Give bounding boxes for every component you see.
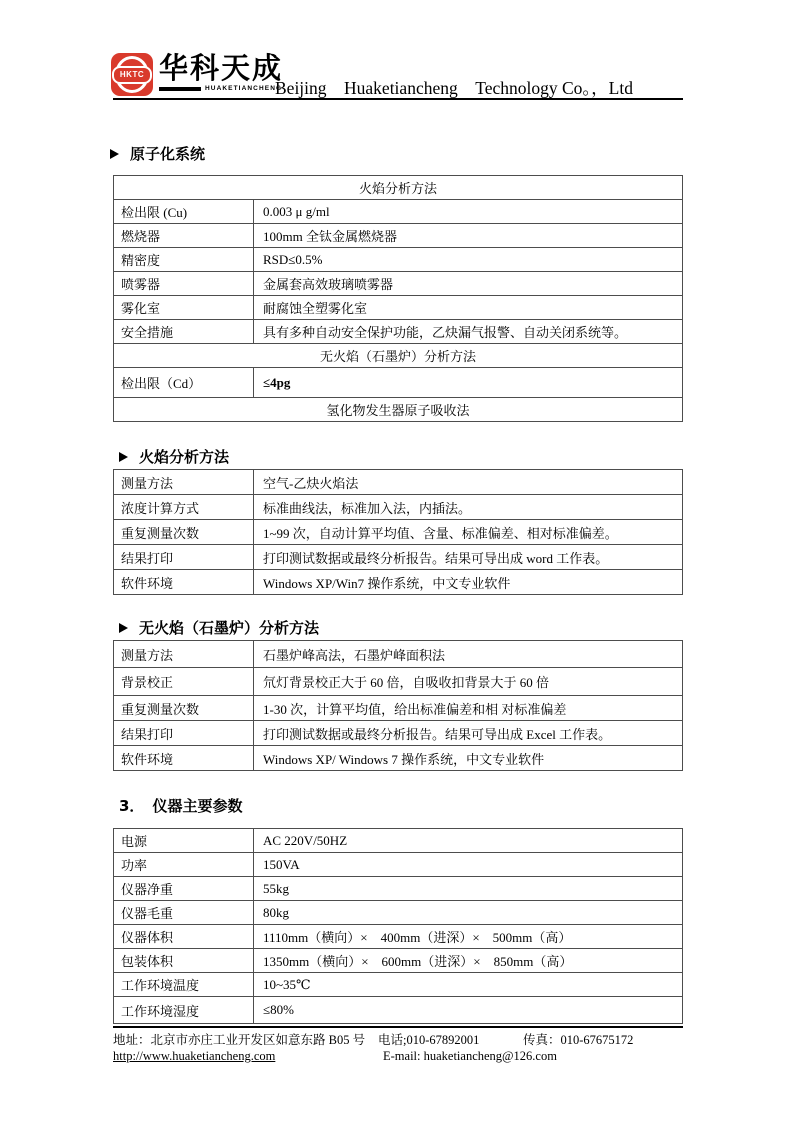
brand-name-cn: 华科天成 <box>159 51 284 85</box>
table-row <box>114 973 683 997</box>
table-row <box>114 248 683 272</box>
param-value: 氘灯背景校正大于 60 倍，自吸收扣背景大于 60 倍 <box>254 668 683 696</box>
param-label: 背景校正 <box>114 668 254 696</box>
param-value: ≤4pg <box>254 368 683 398</box>
brand-bar <box>159 87 201 91</box>
table-row <box>114 997 683 1024</box>
param-label: 工作环境湿度 <box>114 997 254 1024</box>
table-row <box>114 368 683 398</box>
param-label: 软件环境 <box>114 746 254 771</box>
param-label: 燃烧器 <box>114 224 254 248</box>
footer-phone: 电话;010-67892001 <box>378 1033 480 1047</box>
param-label: 重复测量次数 <box>114 520 254 545</box>
param-value: 标准曲线法，标准加入法，内插法。 <box>254 495 683 520</box>
graphite-furnace-table <box>113 640 683 771</box>
table-row <box>114 296 683 320</box>
param-label: 浓度计算方式 <box>114 495 254 520</box>
param-label: 仪器体积 <box>114 925 254 949</box>
page-footer <box>113 1026 683 1064</box>
table-row <box>114 224 683 248</box>
param-label: 测量方法 <box>114 470 254 495</box>
param-label: 喷雾器 <box>114 272 254 296</box>
param-value: 55kg <box>254 877 683 901</box>
table-row <box>114 344 683 368</box>
section-title: 原子化系统 <box>130 145 206 163</box>
table-row <box>114 925 683 949</box>
param-label: 电源 <box>114 829 254 853</box>
company-header <box>113 53 683 100</box>
param-value: 1~99 次，自动计算平均值、含量、标准偏差、相对标准偏差。 <box>254 520 683 545</box>
param-value: 0.003 μ g/ml <box>254 200 683 224</box>
table-row <box>114 520 683 545</box>
footer-fax: 传真：010-67675172 <box>523 1033 634 1047</box>
param-value: 空气-乙炔火焰法 <box>254 470 683 495</box>
table-section-span: 无火焰（石墨炉）分析方法 <box>114 344 683 368</box>
param-value: 打印测试数据或最终分析报告。结果可导出成 Excel 工作表。 <box>254 721 683 746</box>
table-row <box>114 829 683 853</box>
company-name-en: Beijing Huaketiancheng Technology Co。，Ltd <box>275 78 633 98</box>
table-row <box>114 668 683 696</box>
param-label: 工作环境温度 <box>114 973 254 997</box>
table-row <box>114 901 683 925</box>
param-value: 1350mm（横向）× 600mm（进深）× 850mm（高） <box>254 949 683 973</box>
param-label: 检出限 (Cu) <box>114 200 254 224</box>
table-row <box>114 320 683 344</box>
table-row <box>114 721 683 746</box>
table-row <box>114 398 683 422</box>
param-value: 1110mm（横向）× 400mm（进深）× 500mm（高） <box>254 925 683 949</box>
table-section-span: 氢化物发生器原子吸收法 <box>114 398 683 422</box>
param-value: 打印测试数据或最终分析报告。结果可导出成 word 工作表。 <box>254 545 683 570</box>
param-value: RSD≤0.5% <box>254 248 683 272</box>
table-row <box>114 877 683 901</box>
footer-line-1 <box>113 1032 683 1048</box>
section-title: 火焰分析方法 <box>139 448 230 466</box>
param-value: 10~35℃ <box>254 973 683 997</box>
table-row <box>114 696 683 721</box>
param-value: 150VA <box>254 853 683 877</box>
param-value: 石墨炉峰高法，石墨炉峰面积法 <box>254 641 683 668</box>
brand-block <box>159 53 283 92</box>
table-row <box>114 641 683 668</box>
footer-address: 地址：北京市亦庄工业开发区如意东路 B05 号 <box>113 1033 366 1047</box>
param-label: 精密度 <box>114 248 254 272</box>
table-row <box>114 272 683 296</box>
arrow-bullet-icon <box>110 149 119 159</box>
param-value: 具有多种自动安全保护功能，乙炔漏气报警、自动关闭系统等。 <box>254 320 683 344</box>
table-section-span: 火焰分析方法 <box>114 176 683 200</box>
brand-name-en: HUAKETIANCHENG <box>205 85 283 92</box>
param-label: 雾化室 <box>114 296 254 320</box>
param-label: 仪器净重 <box>114 877 254 901</box>
param-value: AC 220V/50HZ <box>254 829 683 853</box>
table-row <box>114 853 683 877</box>
main-parameters-table <box>113 828 683 1024</box>
section-heading-flame-analysis <box>119 448 683 466</box>
footer-email: E-mail: huaketiancheng@126.com <box>383 1049 557 1063</box>
param-value: Windows XP/Win7 操作系统，中文专业软件 <box>254 570 683 595</box>
param-label: 功率 <box>114 853 254 877</box>
table-row <box>114 746 683 771</box>
table-row <box>114 570 683 595</box>
param-label: 检出限（Cd） <box>114 368 254 398</box>
section-heading-main-parameters <box>119 797 683 815</box>
param-label: 仪器毛重 <box>114 901 254 925</box>
table-row <box>114 545 683 570</box>
param-label: 软件环境 <box>114 570 254 595</box>
arrow-bullet-icon <box>119 452 128 462</box>
param-value: ≤80% <box>254 997 683 1024</box>
table-row <box>114 949 683 973</box>
section-title: 仪器主要参数 <box>152 797 243 815</box>
company-logo <box>111 53 153 96</box>
footer-website-link[interactable]: http://www.huaketiancheng.com <box>113 1049 276 1063</box>
logo-hktc-text: HKTC <box>112 66 152 84</box>
param-value: 100mm 全钛金属燃烧器 <box>254 224 683 248</box>
footer-line-2 <box>113 1048 683 1064</box>
section-heading-atomization <box>110 145 683 163</box>
param-label: 结果打印 <box>114 545 254 570</box>
arrow-bullet-icon <box>119 623 128 633</box>
brand-subline <box>159 85 283 92</box>
param-label: 重复测量次数 <box>114 696 254 721</box>
section-heading-graphite-furnace <box>119 619 683 637</box>
section-number: 3． <box>119 797 145 815</box>
param-value: 耐腐蚀全塑雾化室 <box>254 296 683 320</box>
table-row <box>114 495 683 520</box>
param-label: 安全措施 <box>114 320 254 344</box>
param-value: 1-30 次，计算平均值，给出标准偏差和相 对标准偏差 <box>254 696 683 721</box>
param-label: 测量方法 <box>114 641 254 668</box>
param-label: 结果打印 <box>114 721 254 746</box>
table-row <box>114 200 683 224</box>
flame-analysis-table <box>113 469 683 595</box>
param-value: 80kg <box>254 901 683 925</box>
param-value: 金属套高效玻璃喷雾器 <box>254 272 683 296</box>
atomization-table <box>113 175 683 422</box>
table-row <box>114 176 683 200</box>
param-label: 包装体积 <box>114 949 254 973</box>
param-value: Windows XP/ Windows 7 操作系统，中文专业软件 <box>254 746 683 771</box>
table-row <box>114 470 683 495</box>
section-title: 无火焰（石墨炉）分析方法 <box>139 619 320 637</box>
